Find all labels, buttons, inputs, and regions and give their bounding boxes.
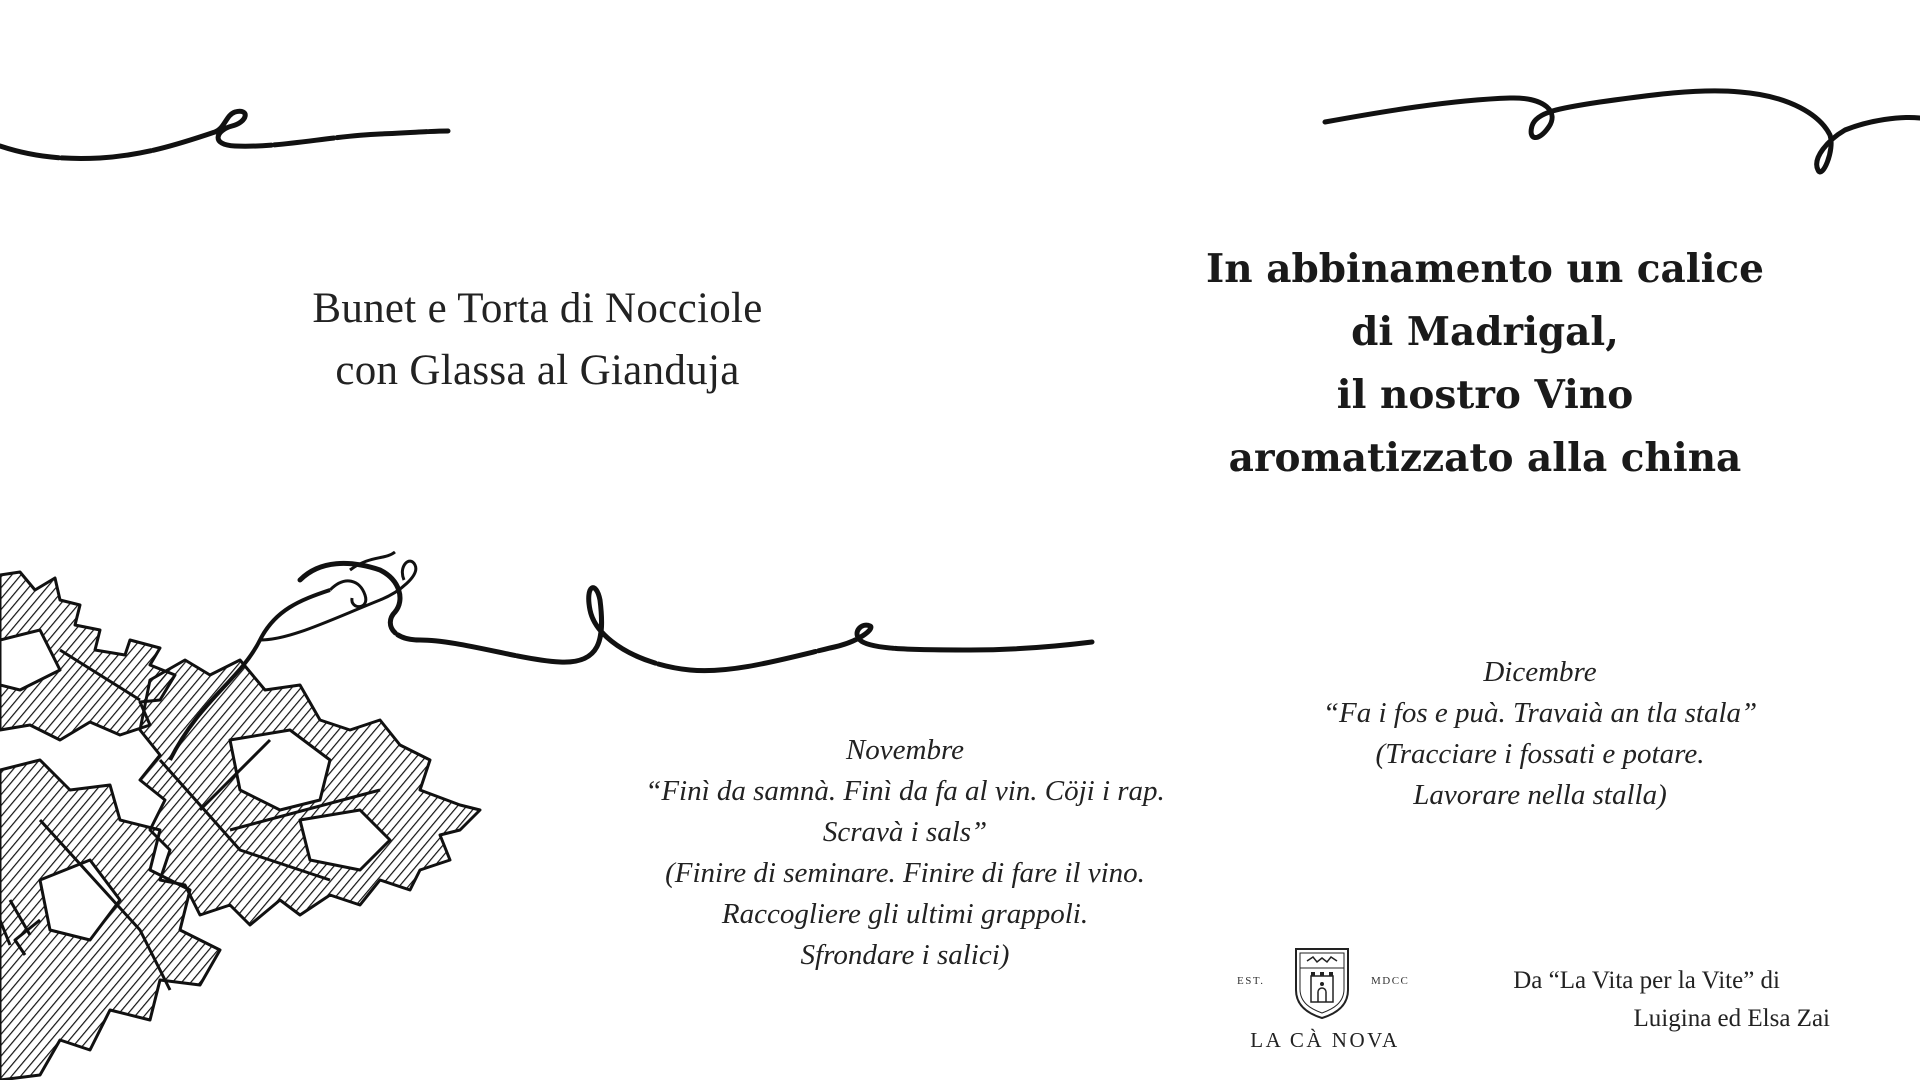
november-line-2: Scravà i sals” bbox=[822, 816, 988, 848]
november-line-4: Raccogliere gli ultimi grappoli. bbox=[721, 898, 1089, 930]
source-line-2: Luigina ed Elsa Zai bbox=[1633, 1005, 1830, 1032]
source-line-1: Da “La Vita per la Vite” di bbox=[1513, 967, 1780, 994]
december-line-3: Lavorare nella stalla) bbox=[1413, 779, 1667, 811]
november-month: Novembre bbox=[845, 734, 965, 766]
la-ca-nova-logo bbox=[1225, 940, 1425, 1060]
crest-icon bbox=[1293, 946, 1351, 1020]
pairing-line-2: di Madrigal, bbox=[1351, 309, 1619, 355]
pairing-line-1: In abbinamento un calice bbox=[1206, 246, 1764, 292]
source-attribution bbox=[1450, 962, 1830, 1038]
november-line-5: Sfrondare i salici) bbox=[800, 939, 1010, 971]
logo-brand-name: LA CÀ NOVA bbox=[1250, 1028, 1400, 1052]
december-line-2: (Tracciare i fossati e potare. bbox=[1375, 738, 1705, 770]
december-line-1: “Fa i fos e puà. Travaià an tla stala” bbox=[1322, 697, 1758, 729]
dessert-title-line-2: con Glassa al Gianduja bbox=[335, 347, 740, 394]
pairing-line-3: il nostro Vino bbox=[1336, 372, 1634, 418]
dessert-title-line-1: Bunet e Torta di Nocciole bbox=[312, 285, 763, 332]
logo-est: EST. bbox=[1237, 975, 1265, 987]
december-month: Dicembre bbox=[1483, 656, 1597, 688]
logo-mdcc: MDCC bbox=[1371, 975, 1410, 987]
november-quote bbox=[600, 730, 1210, 976]
vine-leaf-illustration bbox=[0, 0, 560, 1080]
flourish-top-right bbox=[1325, 91, 1920, 172]
wine-pairing-heading bbox=[1170, 238, 1800, 490]
november-line-3: (Finire di seminare. Finire di fare il vino. bbox=[665, 857, 1145, 889]
dessert-title bbox=[200, 278, 875, 402]
pairing-line-4: aromatizzato alla china bbox=[1228, 435, 1742, 481]
december-quote bbox=[1260, 652, 1820, 816]
november-line-1: “Finì da samnà. Finì da fa al vin. Cöji i rap. bbox=[645, 775, 1165, 807]
leaf-cluster bbox=[0, 552, 480, 1080]
